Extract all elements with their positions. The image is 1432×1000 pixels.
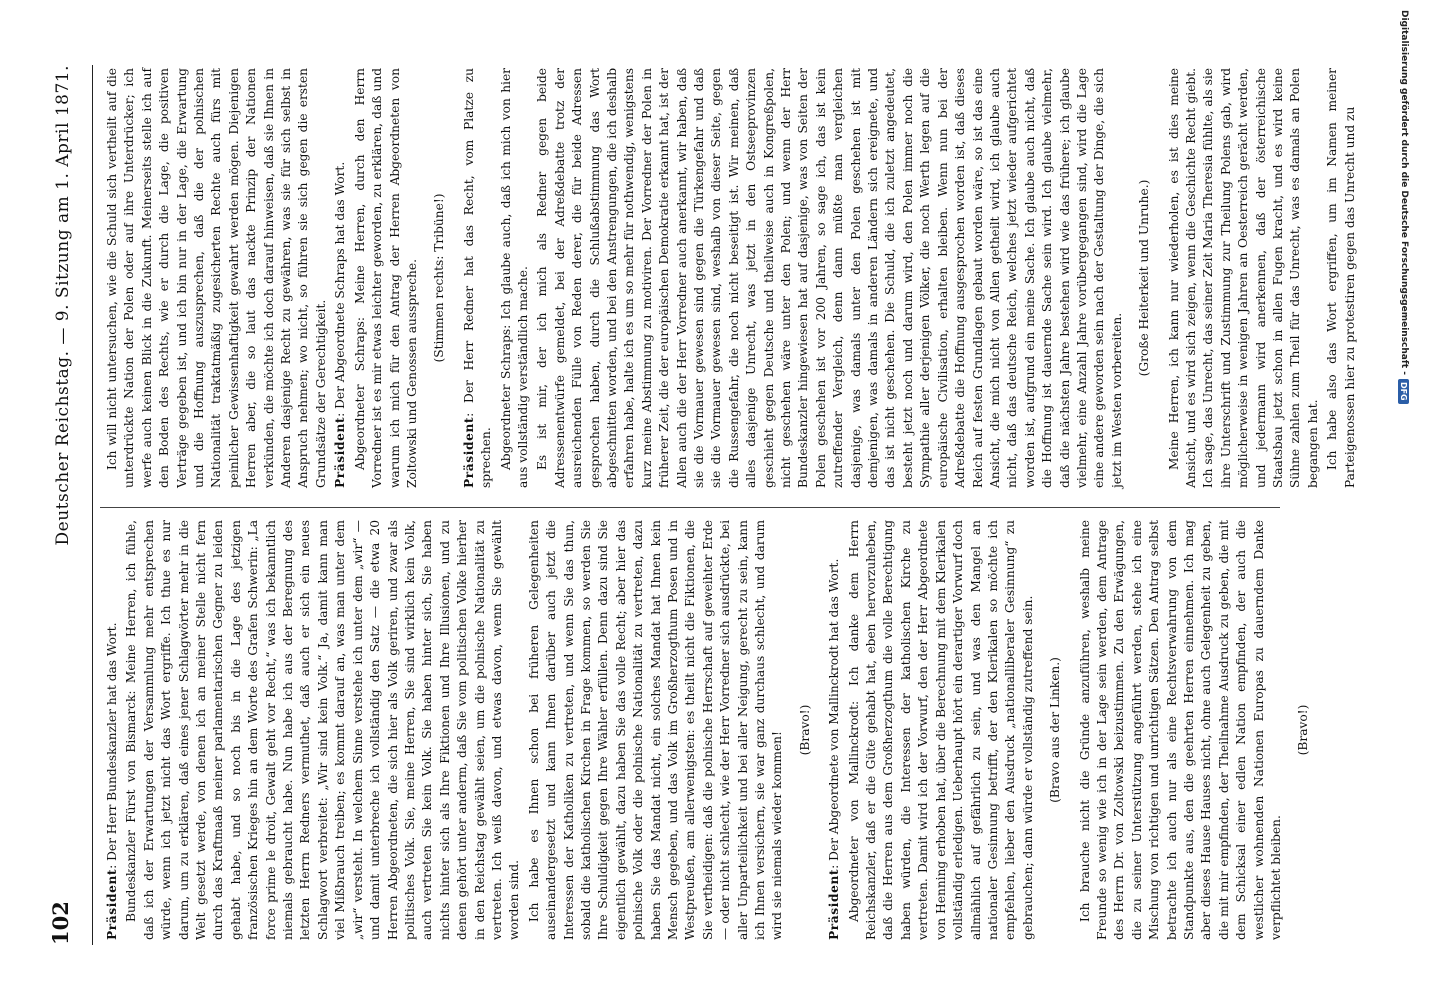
speech-paragraph xyxy=(526,520,787,940)
paragraph-text: : Der Herr Redner hat das Recht, vom Platze zu sprechen. xyxy=(461,68,494,488)
speech-paragraph xyxy=(123,520,523,940)
paragraph-text: Abgeordneter Schraps: Ich glaube auch, daß ich mich von hier aus vollständig verständlich mache. xyxy=(498,68,530,488)
speech-paragraph xyxy=(498,68,533,488)
paragraph-text: Ich brauche nicht die Gründe anzuführen, weshalb meine Freunde so wenig wie ich in der Lage sein werden, dem Antrage des Herrn Dr. von Zoltowski beizustimmen. Zu den Erwägungen, die zu seiner Unterstützung angeführt werden, stehe ich eine Mischung von richtigen und unrichtigen Sätzen. Den Antrag selbst betrachte ich auch nur als eine Rechtsverwahrung von dem Standpunkte aus, den die geehrten Herren einnehmen. Ich mag aber dieses Hause Hauses nicht, ohne auch Gelegenheit zu geben, die mit mir empfinden, der Theilnahme Ausdruck zu geben, die mit dem Schicksal einer edlen Nation empfinden, der auch die westlicher wohnenden Nationen Europas zu dauerndem Danke verpflichtet bleiben. xyxy=(1077,520,1283,940)
stage-direction: (Große Heiterkeit und Unruhe.) xyxy=(1137,179,1152,377)
paragraph-text: Bundeskanzler Fürst von Bismarck: Meine Herren, ich fühle, daß ich der Erwartungen der Versammlung mehr entsprechen würde, wenn ich jetzt nicht das Wort ergriffe. Ich thue es nur darum, um zu erklären, daß eines jener Schlagwörter mehr in die Welt gesetzt werde, von denen ich an meiner Stelle nicht fern durch das Kraftmaaß meiner parlamentarischen Gegner zu leiden gehabt habe, und so noch bis in die Lage des jetzigen französischen Krieges hin an dem Worte des Grafen Schwerin: „La force prime le droit, Gewalt geht vor Recht,“ was ich bekanntlich niemals gebraucht habe. Nun habe ich aus der Beregnung des letzten Herrn Redners vermuthet, daß auch er sich ein neues Schlagwort verbreitet: „Wir sind kein Volk.“ Ja, damit kann man viel Mißbrauch treiben; es kommt darauf an, was man unter dem „wir“ versteht. In welchem Sinne verstehe ich unter dem „wir“ — und damit unterbreche ich vollständig den Satz — die etwa 20 Herren Abgeordneten, die sich hier als Volk geriren, und zwar als politisches Volk. Sie, meine Herren, Sie sind wirklich kein Volk, auch vertreten Sie kein Volk. Sie haben hinter sich, Sie haben nichts hinter sich als Ihre Fiktionen und Ihre Illusionen, und zu denen gehört unter anderm, daß Sie vom politischen Volke hierher in den Reichstag gewählt seien, um die polnische Nationalität zu vertreten. Ich weiß davon, und etwas davon, wenn Sie gewählt worden sind. xyxy=(124,520,522,940)
speech-paragraph xyxy=(104,68,330,488)
digitization-text: Digitalisierung gefördert durch die Deutsche Forschungsgemeinschaft - xyxy=(1399,10,1409,375)
speaker-paragraph xyxy=(332,68,349,488)
digitization-note xyxy=(1396,10,1412,990)
header-rule xyxy=(92,65,93,945)
stage-direction: (Bravo aus der Linken.) xyxy=(1048,657,1063,803)
page-header xyxy=(48,65,88,945)
paragraph-text: Meine Herren, ich kann nur wiederholen, es ist dies meine Ansicht, und es wird sich zeigen, wenn die Geschichte Recht giebt. Ich sage, das Unrecht, das seiner Zeit Maria Theresia fühlte, als sie ihre Unterschrift und Zustimmung zur Theilung Polens gab, wird möglicherweise in wenigen Jahren an Oesterreich gerächt werden, und jedermann wird anerkennen, daß der österreichische Staatsbau jetzt schon in allen Fugen kracht, und es wird keine Sühne zahlen zum Theil für das Unrecht, was es damals an Polen begangen hat. xyxy=(1166,68,1320,488)
speaker-label: Präsident xyxy=(461,416,476,488)
paragraph-text: : Der Abgeordnete von Mallinckrodt hat das Wort. xyxy=(827,558,842,869)
speaker-label: Präsident xyxy=(333,416,348,488)
speaker-paragraph xyxy=(461,68,496,488)
right-column xyxy=(104,68,1357,488)
paragraph-text: Abgeordneter Schraps: Meine Herren, durch den Herrn Vorredner ist es mir etwas leichter geworden, zu erklären, daß und warum ich mich für den Antrag der Herren Abgeordneten von Zoltowski und Genossen ausspreche. xyxy=(352,68,419,488)
paragraph-text: Abgeordneter von Mallinckrodt: Ich danke dem Herrn Reichskanzler, daß er die Güte gehabt hat, eben hervorzuheben, daß die Herren aus dem Großherzogthum die volle Berechtigung haben würden, die Interessen der katholischen Kirche zu vertreten. Damit wird ich der Vorwurf, den der Herr Abgeordnete von Henning erhoben hat, über die Berechnung mit dem Klerikalen vollständig erledigen. Ueberhaupt hört ein derartiger Vorwurf doch allmählich auf gefährlich zu sein, und was den Mangel an nationaler Gesinnung betrifft, der den Klerikalen so möchte ich empfehlen, lieber den Ausdruck „nationalliberaler Gesinnung“ zu gebrauchen; dann würde er vollständig zutreffend sein. xyxy=(846,520,1035,940)
paragraph-text: Es ist mir, der ich mich als Redner gegen beide Adressenentwürfe gemeldet, bei der Adreßdebatte trotz der ausreichenden Fülle von Reden derer, die für beide Adressen gesprochen haben, durch die Schlußabstimmung das Wort abgeschnitten worden, und bei den Anstrengungen, die ich deshalb erfahren habe, halte ich es um so mehr für nothwendig, wenigstens kurz meine Abstimmung zu motiviren. Der Vorredner der Polen in früherer Zeit, die der europäischen Demokratie erkannt hat, ist der Allen auch die der Herr Vorredner auch anerkannt, wir haben, daß sie die Vormauer gewesen sind gegen die Türkengefahr und daß sie die Vormauer gewesen sind, weshalb von dieser Seite, gegen die Russengefahr, die noch nicht beseitigt ist. Wir meinen, daß alles dasjenige Unrecht, was jetzt in den Ostseeprovinzen geschieht gegen Deutsche und theilweise auch in Kongreßpolen, nicht geschehen wäre unter den Polen; und wenn der Herr Bundeskanzler hingewiesen hat auf dasjenige, was von Seiten der Polen geschehen ist vor 200 Jahren, so sage ich, das ist kein zutreffender Vergleich, denn dann müßte man vergleichen dasjenige, was damals unter den Polen geschehen ist mit demjenigen, was damals in anderen Ländern sich ereignete, und das ist nicht geschehen. Die Schuld, die ich zuletzt angedeutet, besteht jetzt noch und darum wird, den Polen immer noch die Sympathie aller derjenigen Völker, die noch Werth legen auf die europäische Civilisation, erhalten bleiben. Wenn nun bei der Adreßdebatte die Hoffnung ausgesprochen worden ist, daß dieses Reich auf festen Grundlagen gebaut worden wäre, so ist das eine Ansicht, die mich nicht von Allen getheilt wird, ich glaube auch nicht, daß das deutsche Reich, welches jetzt wieder aufgerichtet worden ist, aufgrund ein meine Sache. Ich glaube auch nicht, daß die Hoffnung ist dauernde Sache sein wird. Ich glaube vielmehr, daß die nächsten Jahre bestehen wird wie das frühere; ich glaube vielmehr, eine Anzahl Jahre vorübergegangen sind, wird die Lage eine andere geworden sein nach der Gestaltung der Dinge, die sich jetzt im Westen vorbereiten. xyxy=(535,68,1124,488)
speech-paragraph xyxy=(1077,520,1286,940)
page-number: 102 xyxy=(48,901,73,945)
stage-direction: (Bravo!) xyxy=(1296,704,1311,756)
speaker-paragraph xyxy=(104,520,121,940)
paragraph-text: : Der Abgeordnete Schraps hat das Wort. xyxy=(333,161,348,417)
paragraph-text: Ich habe also das Wort ergriffen, um im Namen meiner Parteigenossen hier zu protestiren gegen das Unrecht und zu xyxy=(1325,68,1357,488)
column-divider xyxy=(100,507,1280,508)
speech-paragraph xyxy=(846,520,1037,940)
paragraph-text: Ich will nicht untersuchen, wie die Schuld sich vertheilt auf die unterdrückte Nation der Polen oder auf ihre Unterdrücker; ich werfe auch keinen Blick in die Zukunft. Meinerseits stelle ich auf den Boden des Rechts, wie er durch die Lage, die positiven Verträge gegeben ist, und ich bin nur in der Lage, die Erwartung und die Hoffnung auszusprechen, daß die der polnischen Nationalität traktatmäßig zugesicherten Rechte auch fürs mit peinlicher Gewissenhaftigkeit gewahrt werden mögen. Diejenigen Herren aber, die so laut das nackte Prinzip der Nationen verkünden, die möchte ich doch darauf hinweisen, daß sie Ihnen in Anderen dasjenige Recht zu gewähren, was sie für sich selbst in Anspruch nehmen; wo nicht, so führen sie sich gegen die ersten Grundsätze der Gerechtigkeit. xyxy=(105,68,328,488)
speaker-label: Präsident xyxy=(827,868,842,940)
speech-paragraph xyxy=(1324,68,1359,488)
running-title: Deutscher Reichstag. — 9. Sitzung am 1. April 1871. xyxy=(53,65,73,546)
paragraph-text: Ich habe es Ihnen schon bei früheren Gelegenheiten auseinandergesetzt und kann Ihnen darüber auch jetzt die Interessen der Katholiken zu vertreten, und wenn Sie das thun, sobald die katholischen Kirchen in Frage kommen, so werden Sie Ihre Schuldigkeit gegen Ihre Wähler erfüllen. Denn dazu sind Sie eigentlich gewählt, dazu haben Sie das volle Recht; aber hier das polnische Volk oder die polnische Nationalität zu vertreten, dazu haben Sie das Mandat nicht, ein solches Mandat hat Ihnen kein Mensch gegeben, und das Volk im Großherzogthum Posen und in Westpreußen, am allerwenigsten: es theilt nicht die Fiktionen, die Sie vertheidigen: daß die polnische Herrschaft auf geweihter Erde — oder nicht schlecht, wie der Herr Vorredner sich ausdrückte, bei aller Unparteilichkeit und bei aller Neigung, gerecht zu sein, kann ich Ihnen versichern, sie war ganz durchaus schlecht, und darum wird sie niemals wieder kommen! xyxy=(526,520,785,940)
speech-paragraph xyxy=(1166,68,1323,488)
dfg-logo: DFG xyxy=(1399,379,1410,404)
speaker-paragraph xyxy=(826,520,843,940)
stage-direction: (Stimmen rechts: Tribüne!) xyxy=(432,193,447,363)
left-column xyxy=(104,520,1334,940)
speech-paragraph xyxy=(534,68,1126,488)
stage-direction: (Bravo!) xyxy=(797,704,812,756)
speech-paragraph xyxy=(352,68,422,488)
speaker-label: Präsident xyxy=(105,868,119,940)
paragraph-text: : Der Herr Bundeskanzler hat das Wort. xyxy=(105,622,119,869)
